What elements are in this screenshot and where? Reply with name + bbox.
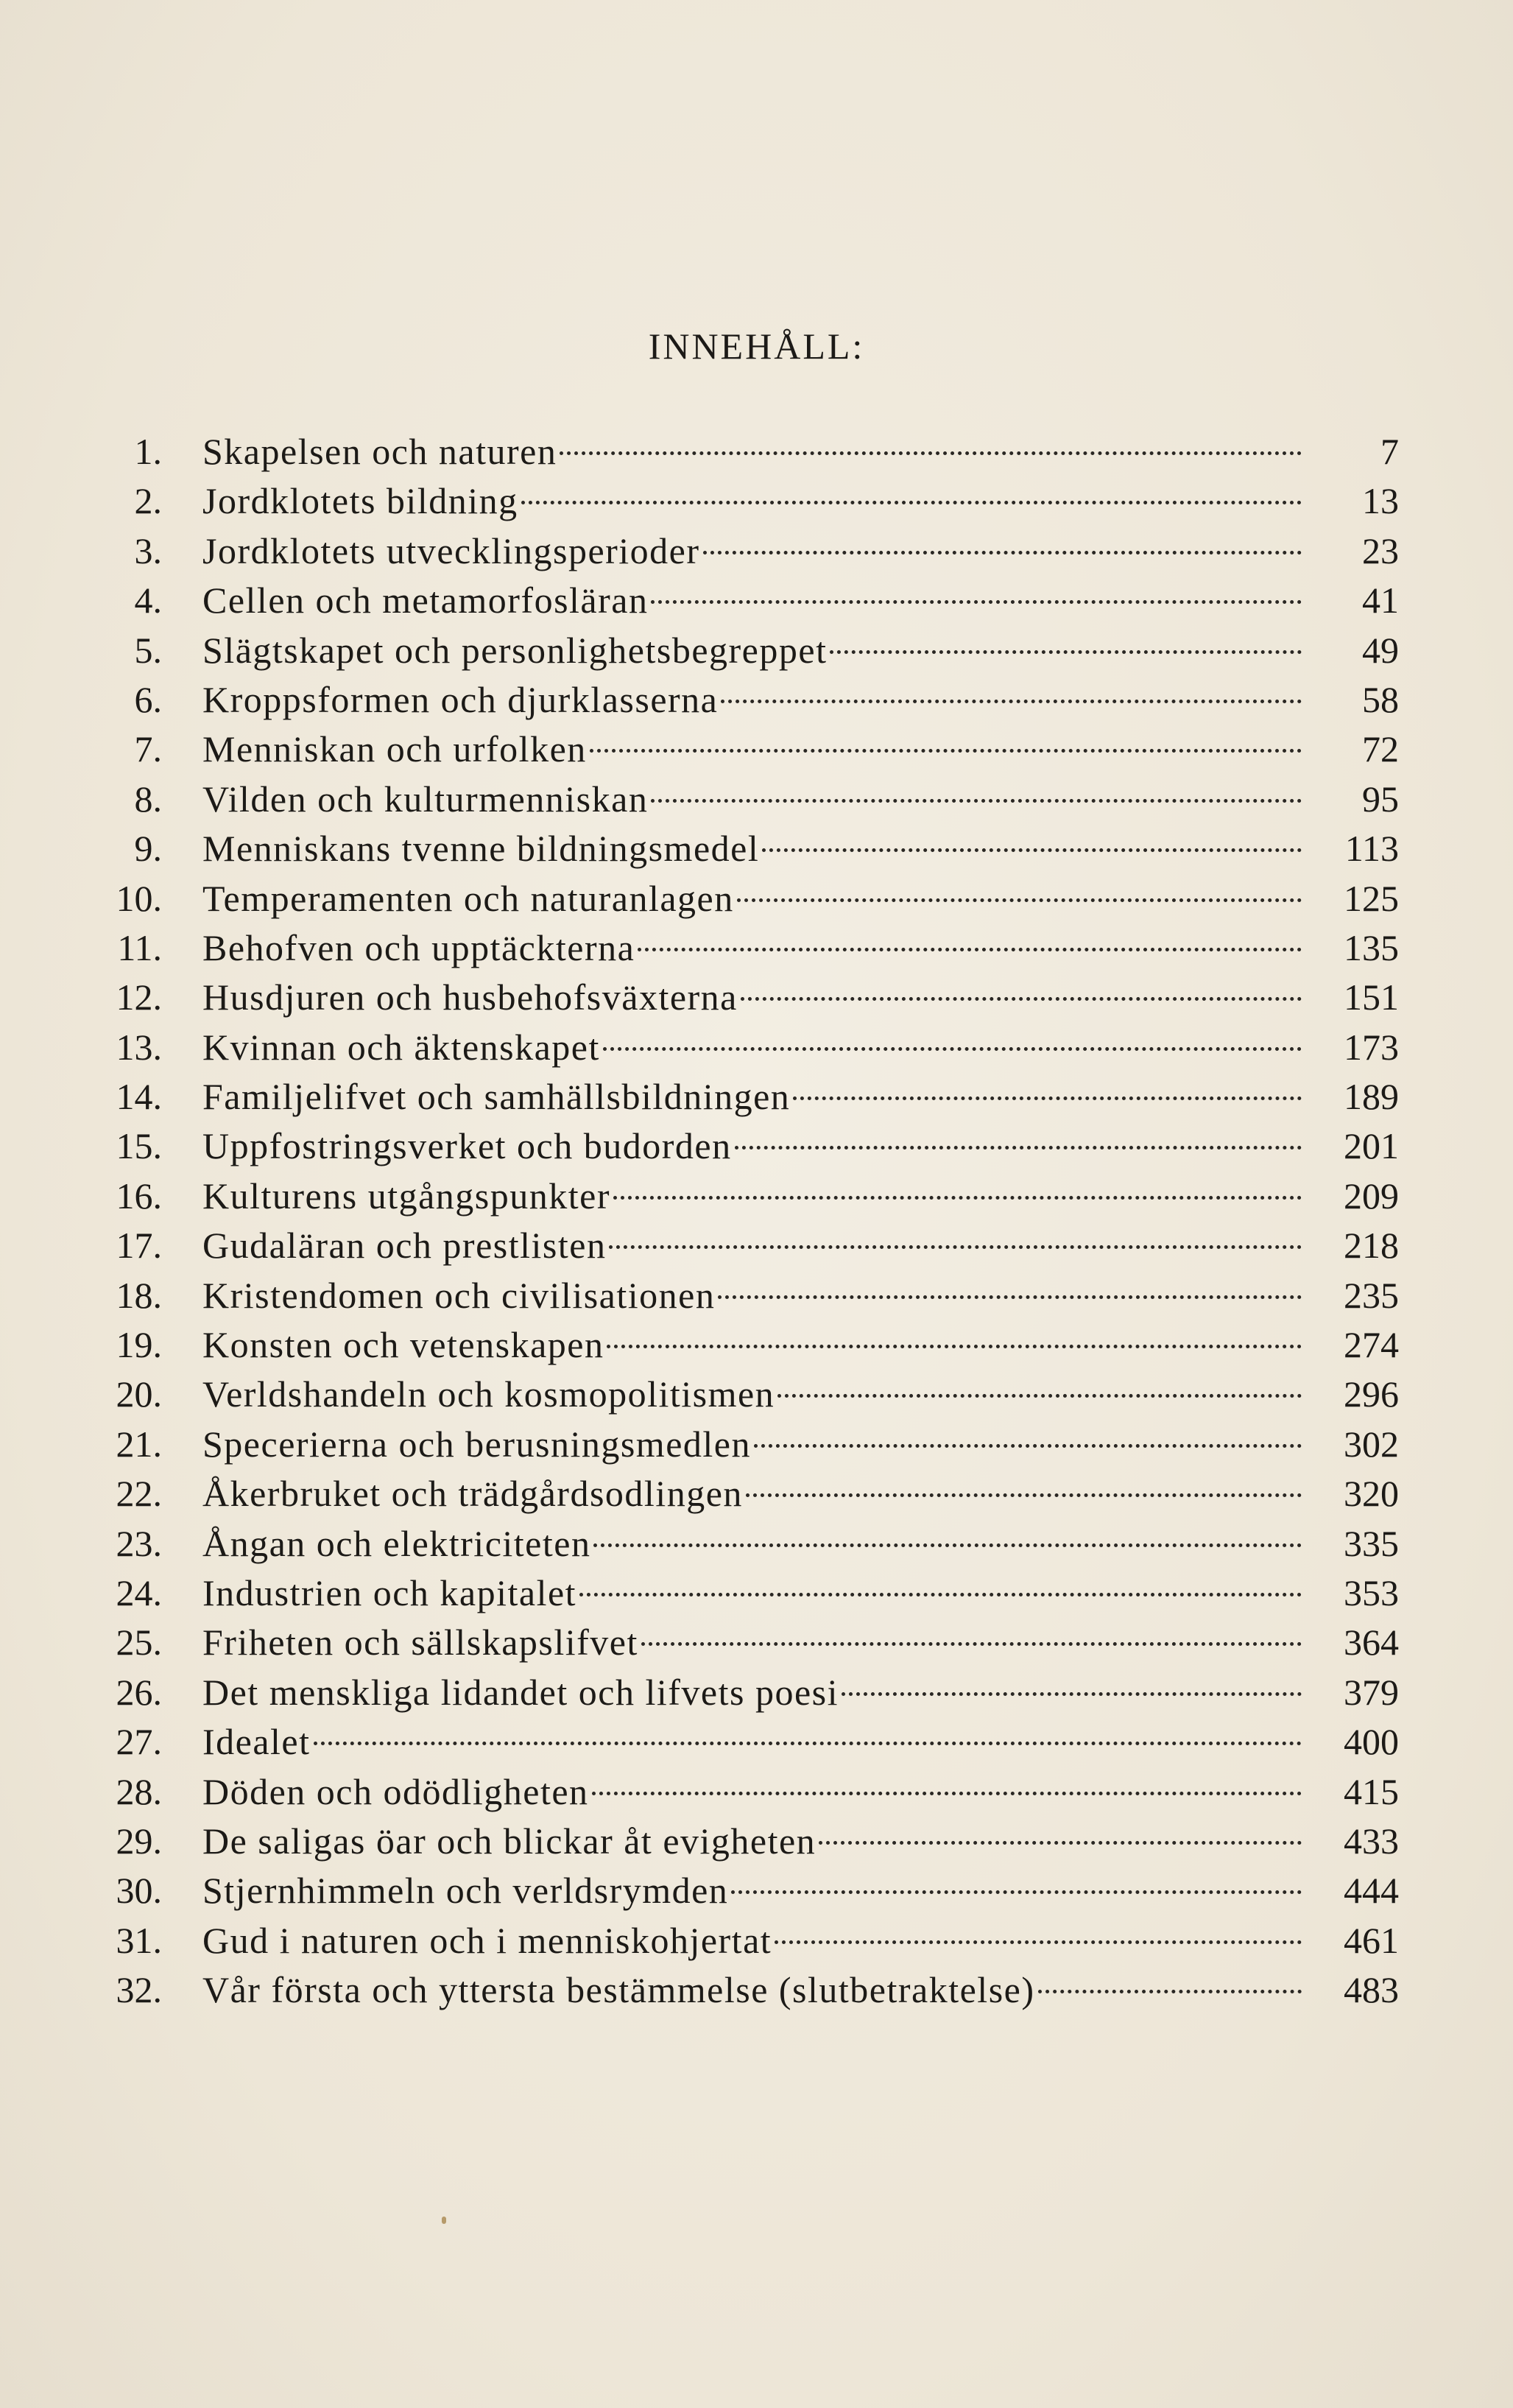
dot-leader xyxy=(703,551,1302,555)
chapter-title: Stjernhimmeln och verldsrymden xyxy=(202,1870,729,1912)
toc-entry xyxy=(88,1965,1399,2015)
chapter-title: Konsten och vetenskapen xyxy=(202,1324,604,1366)
toc-entry xyxy=(88,1866,1399,1915)
chapter-title: Kulturens utgångspunkter xyxy=(202,1175,610,1217)
toc-entry xyxy=(88,1420,1399,1469)
dot-leader xyxy=(762,848,1302,852)
dot-leader xyxy=(721,700,1302,703)
page-number: 296 xyxy=(1344,1373,1399,1415)
page-number: 400 xyxy=(1344,1721,1399,1763)
chapter-number: 5. xyxy=(134,629,162,671)
chapter-number: 29. xyxy=(116,1820,162,1862)
toc-entry xyxy=(88,824,1399,873)
chapter-title: De saligas öar och blickar åt evigheten xyxy=(202,1820,817,1862)
page-title: INNEHÅLL: xyxy=(648,325,865,367)
page-number: 433 xyxy=(1344,1820,1399,1862)
chapter-number: 13. xyxy=(116,1026,162,1068)
toc-entry xyxy=(88,476,1399,526)
page-number: 189 xyxy=(1344,1076,1399,1118)
chapter-number: 30. xyxy=(116,1870,162,1912)
toc-entry xyxy=(88,923,1399,973)
chapter-title: Kvinnan och äktenskapet xyxy=(202,1026,600,1068)
page-number: 13 xyxy=(1362,480,1399,522)
dot-leader xyxy=(741,997,1302,1001)
toc-entry xyxy=(88,874,1399,923)
page-number: 41 xyxy=(1362,580,1399,622)
chapter-number: 23. xyxy=(116,1522,162,1564)
chapter-number: 12. xyxy=(116,976,162,1018)
page-number: 49 xyxy=(1362,629,1399,671)
dot-leader xyxy=(830,650,1302,654)
chapter-title: Friheten och sällskapslifvet xyxy=(202,1622,638,1664)
chapter-number: 7. xyxy=(134,728,162,770)
chapter-number: 27. xyxy=(116,1721,162,1763)
page-number: 218 xyxy=(1344,1225,1399,1267)
chapter-number: 14. xyxy=(116,1076,162,1118)
chapter-title: Menniskans tvenne bildningsmedel xyxy=(202,828,760,870)
chapter-title: Gud i naturen och i menniskohjertat xyxy=(202,1919,772,1961)
toc-entry xyxy=(88,626,1399,675)
chapter-number: 16. xyxy=(116,1175,162,1217)
chapter-number: 24. xyxy=(116,1571,162,1613)
toc-entry xyxy=(88,1519,1399,1569)
chapter-number: 17. xyxy=(116,1225,162,1267)
toc-entry xyxy=(88,1172,1399,1221)
chapter-title: Jordklotets bildning xyxy=(202,480,518,522)
toc-entry xyxy=(88,675,1399,725)
chapter-number: 2. xyxy=(134,480,162,522)
chapter-title: Familjelifvet och samhällsbildningen xyxy=(202,1076,791,1118)
chapter-number: 22. xyxy=(116,1473,162,1515)
toc-entry xyxy=(88,1122,1399,1171)
chapter-number: 4. xyxy=(134,580,162,622)
toc-entry xyxy=(88,527,1399,576)
page-number: 302 xyxy=(1344,1423,1399,1465)
chapter-number: 26. xyxy=(116,1671,162,1713)
toc-entry xyxy=(88,973,1399,1022)
dot-leader xyxy=(775,1940,1302,1944)
page-number: 335 xyxy=(1344,1522,1399,1564)
toc-entry xyxy=(88,775,1399,824)
chapter-title: Ångan och elektriciteten xyxy=(202,1522,591,1564)
dot-leader xyxy=(718,1295,1302,1299)
chapter-title: Idealet xyxy=(202,1721,311,1763)
page-number: 353 xyxy=(1344,1571,1399,1613)
dot-leader xyxy=(579,1593,1302,1596)
toc-entry xyxy=(88,1023,1399,1072)
dot-leader xyxy=(314,1742,1302,1745)
chapter-number: 15. xyxy=(116,1125,162,1167)
chapter-number: 32. xyxy=(116,1969,162,2011)
dot-leader xyxy=(609,1245,1302,1249)
dot-leader xyxy=(651,600,1302,604)
toc-entry xyxy=(88,1569,1399,1618)
chapter-number: 11. xyxy=(117,926,162,968)
toc-entry xyxy=(88,1221,1399,1270)
dot-leader xyxy=(754,1444,1302,1448)
dot-leader xyxy=(590,749,1302,753)
page-number: 379 xyxy=(1344,1671,1399,1713)
page-number: 173 xyxy=(1344,1026,1399,1068)
page-number: 201 xyxy=(1344,1125,1399,1167)
page-number: 235 xyxy=(1344,1274,1399,1316)
page-number: 95 xyxy=(1362,778,1399,820)
chapter-title: Specerierna och berusningsmedlen xyxy=(202,1423,751,1465)
page-number: 58 xyxy=(1362,678,1399,720)
dot-leader xyxy=(737,898,1302,902)
chapter-title: Slägtskapet och personlighetsbegreppet xyxy=(202,629,828,671)
dot-leader xyxy=(603,1047,1302,1051)
toc-entry xyxy=(88,1916,1399,1965)
page-number: 23 xyxy=(1362,529,1399,571)
page-number: 461 xyxy=(1344,1919,1399,1961)
dot-leader xyxy=(638,948,1302,951)
chapter-title: Uppfostringsverket och budorden xyxy=(202,1125,732,1167)
toc-entry xyxy=(88,427,1399,476)
dot-leader xyxy=(735,1146,1302,1150)
dot-leader xyxy=(593,1543,1302,1547)
chapter-title: Cellen och metamorfosläran xyxy=(202,580,649,622)
chapter-title: Kroppsformen och djurklasserna xyxy=(202,678,719,720)
paper-blemish xyxy=(442,2217,446,2224)
dot-leader xyxy=(521,501,1302,504)
dot-leader xyxy=(613,1196,1302,1200)
page-number: 209 xyxy=(1344,1175,1399,1217)
chapter-title: Industrien och kapitalet xyxy=(202,1571,577,1613)
chapter-title: Husdjuren och husbehofsväxterna xyxy=(202,976,738,1018)
page-number: 135 xyxy=(1344,926,1399,968)
dot-leader xyxy=(819,1841,1302,1845)
toc-entry xyxy=(88,1469,1399,1518)
chapter-number: 25. xyxy=(116,1622,162,1664)
chapter-title: Skapelsen och naturen xyxy=(202,431,557,472)
chapter-number: 6. xyxy=(134,678,162,720)
toc-entry xyxy=(88,1072,1399,1122)
page-number: 7 xyxy=(1380,431,1399,472)
chapter-number: 28. xyxy=(116,1770,162,1812)
chapter-number: 18. xyxy=(116,1274,162,1316)
page-number: 72 xyxy=(1362,728,1399,770)
chapter-number: 31. xyxy=(116,1919,162,1961)
dot-leader xyxy=(1038,1990,1302,1993)
toc-entry xyxy=(88,1717,1399,1767)
dot-leader xyxy=(607,1345,1302,1348)
toc-entry xyxy=(88,1817,1399,1866)
dot-leader xyxy=(793,1096,1302,1100)
chapter-number: 10. xyxy=(116,877,162,919)
page-number: 364 xyxy=(1344,1622,1399,1664)
chapter-number: 3. xyxy=(134,529,162,571)
chapter-title: Jordklotets utvecklingsperioder xyxy=(202,529,700,571)
table-of-contents xyxy=(88,427,1399,2016)
chapter-title: Verldshandeln och kosmopolitismen xyxy=(202,1373,775,1415)
chapter-number: 21. xyxy=(116,1423,162,1465)
toc-entry xyxy=(88,1767,1399,1817)
toc-entry xyxy=(88,1370,1399,1419)
chapter-title: Temperamenten och naturanlagen xyxy=(202,877,734,919)
toc-entry xyxy=(88,725,1399,774)
dot-leader xyxy=(842,1692,1302,1696)
dot-leader xyxy=(592,1792,1302,1795)
chapter-number: 1. xyxy=(134,431,162,472)
page-number: 444 xyxy=(1344,1870,1399,1912)
dot-leader xyxy=(746,1493,1302,1497)
chapter-title: Gudaläran och prestlisten xyxy=(202,1225,607,1267)
page-number: 274 xyxy=(1344,1324,1399,1366)
chapter-title: Menniskan och urfolken xyxy=(202,728,587,770)
page-number: 113 xyxy=(1344,828,1399,870)
dot-leader xyxy=(560,451,1302,455)
toc-entry xyxy=(88,576,1399,625)
toc-entry xyxy=(88,1271,1399,1320)
dot-leader xyxy=(777,1394,1302,1398)
page-number: 151 xyxy=(1344,976,1399,1018)
dot-leader xyxy=(731,1890,1302,1894)
page-number: 320 xyxy=(1344,1473,1399,1515)
chapter-title: Åkerbruket och trädgårdsodlingen xyxy=(202,1473,743,1515)
chapter-number: 19. xyxy=(116,1324,162,1366)
dot-leader xyxy=(651,799,1302,803)
chapter-title: Behofven och upptäckterna xyxy=(202,926,635,968)
chapter-title: Kristendomen och civilisationen xyxy=(202,1274,716,1316)
toc-entry xyxy=(88,1320,1399,1370)
chapter-number: 9. xyxy=(134,828,162,870)
chapter-title: Det menskliga lidandet och lifvets poesi xyxy=(202,1671,839,1713)
dot-leader xyxy=(641,1642,1302,1646)
chapter-title: Vår första och yttersta bestämmelse (slutbetraktelse) xyxy=(202,1969,1035,2011)
page-number: 415 xyxy=(1344,1770,1399,1812)
chapter-title: Vilden och kulturmenniskan xyxy=(202,778,649,820)
page-number: 125 xyxy=(1344,877,1399,919)
chapter-number: 8. xyxy=(134,778,162,820)
toc-entry xyxy=(88,1668,1399,1717)
page-number: 483 xyxy=(1344,1969,1399,2011)
toc-entry xyxy=(88,1618,1399,1667)
chapter-title: Döden och odödligheten xyxy=(202,1770,589,1812)
chapter-number: 20. xyxy=(116,1373,162,1415)
